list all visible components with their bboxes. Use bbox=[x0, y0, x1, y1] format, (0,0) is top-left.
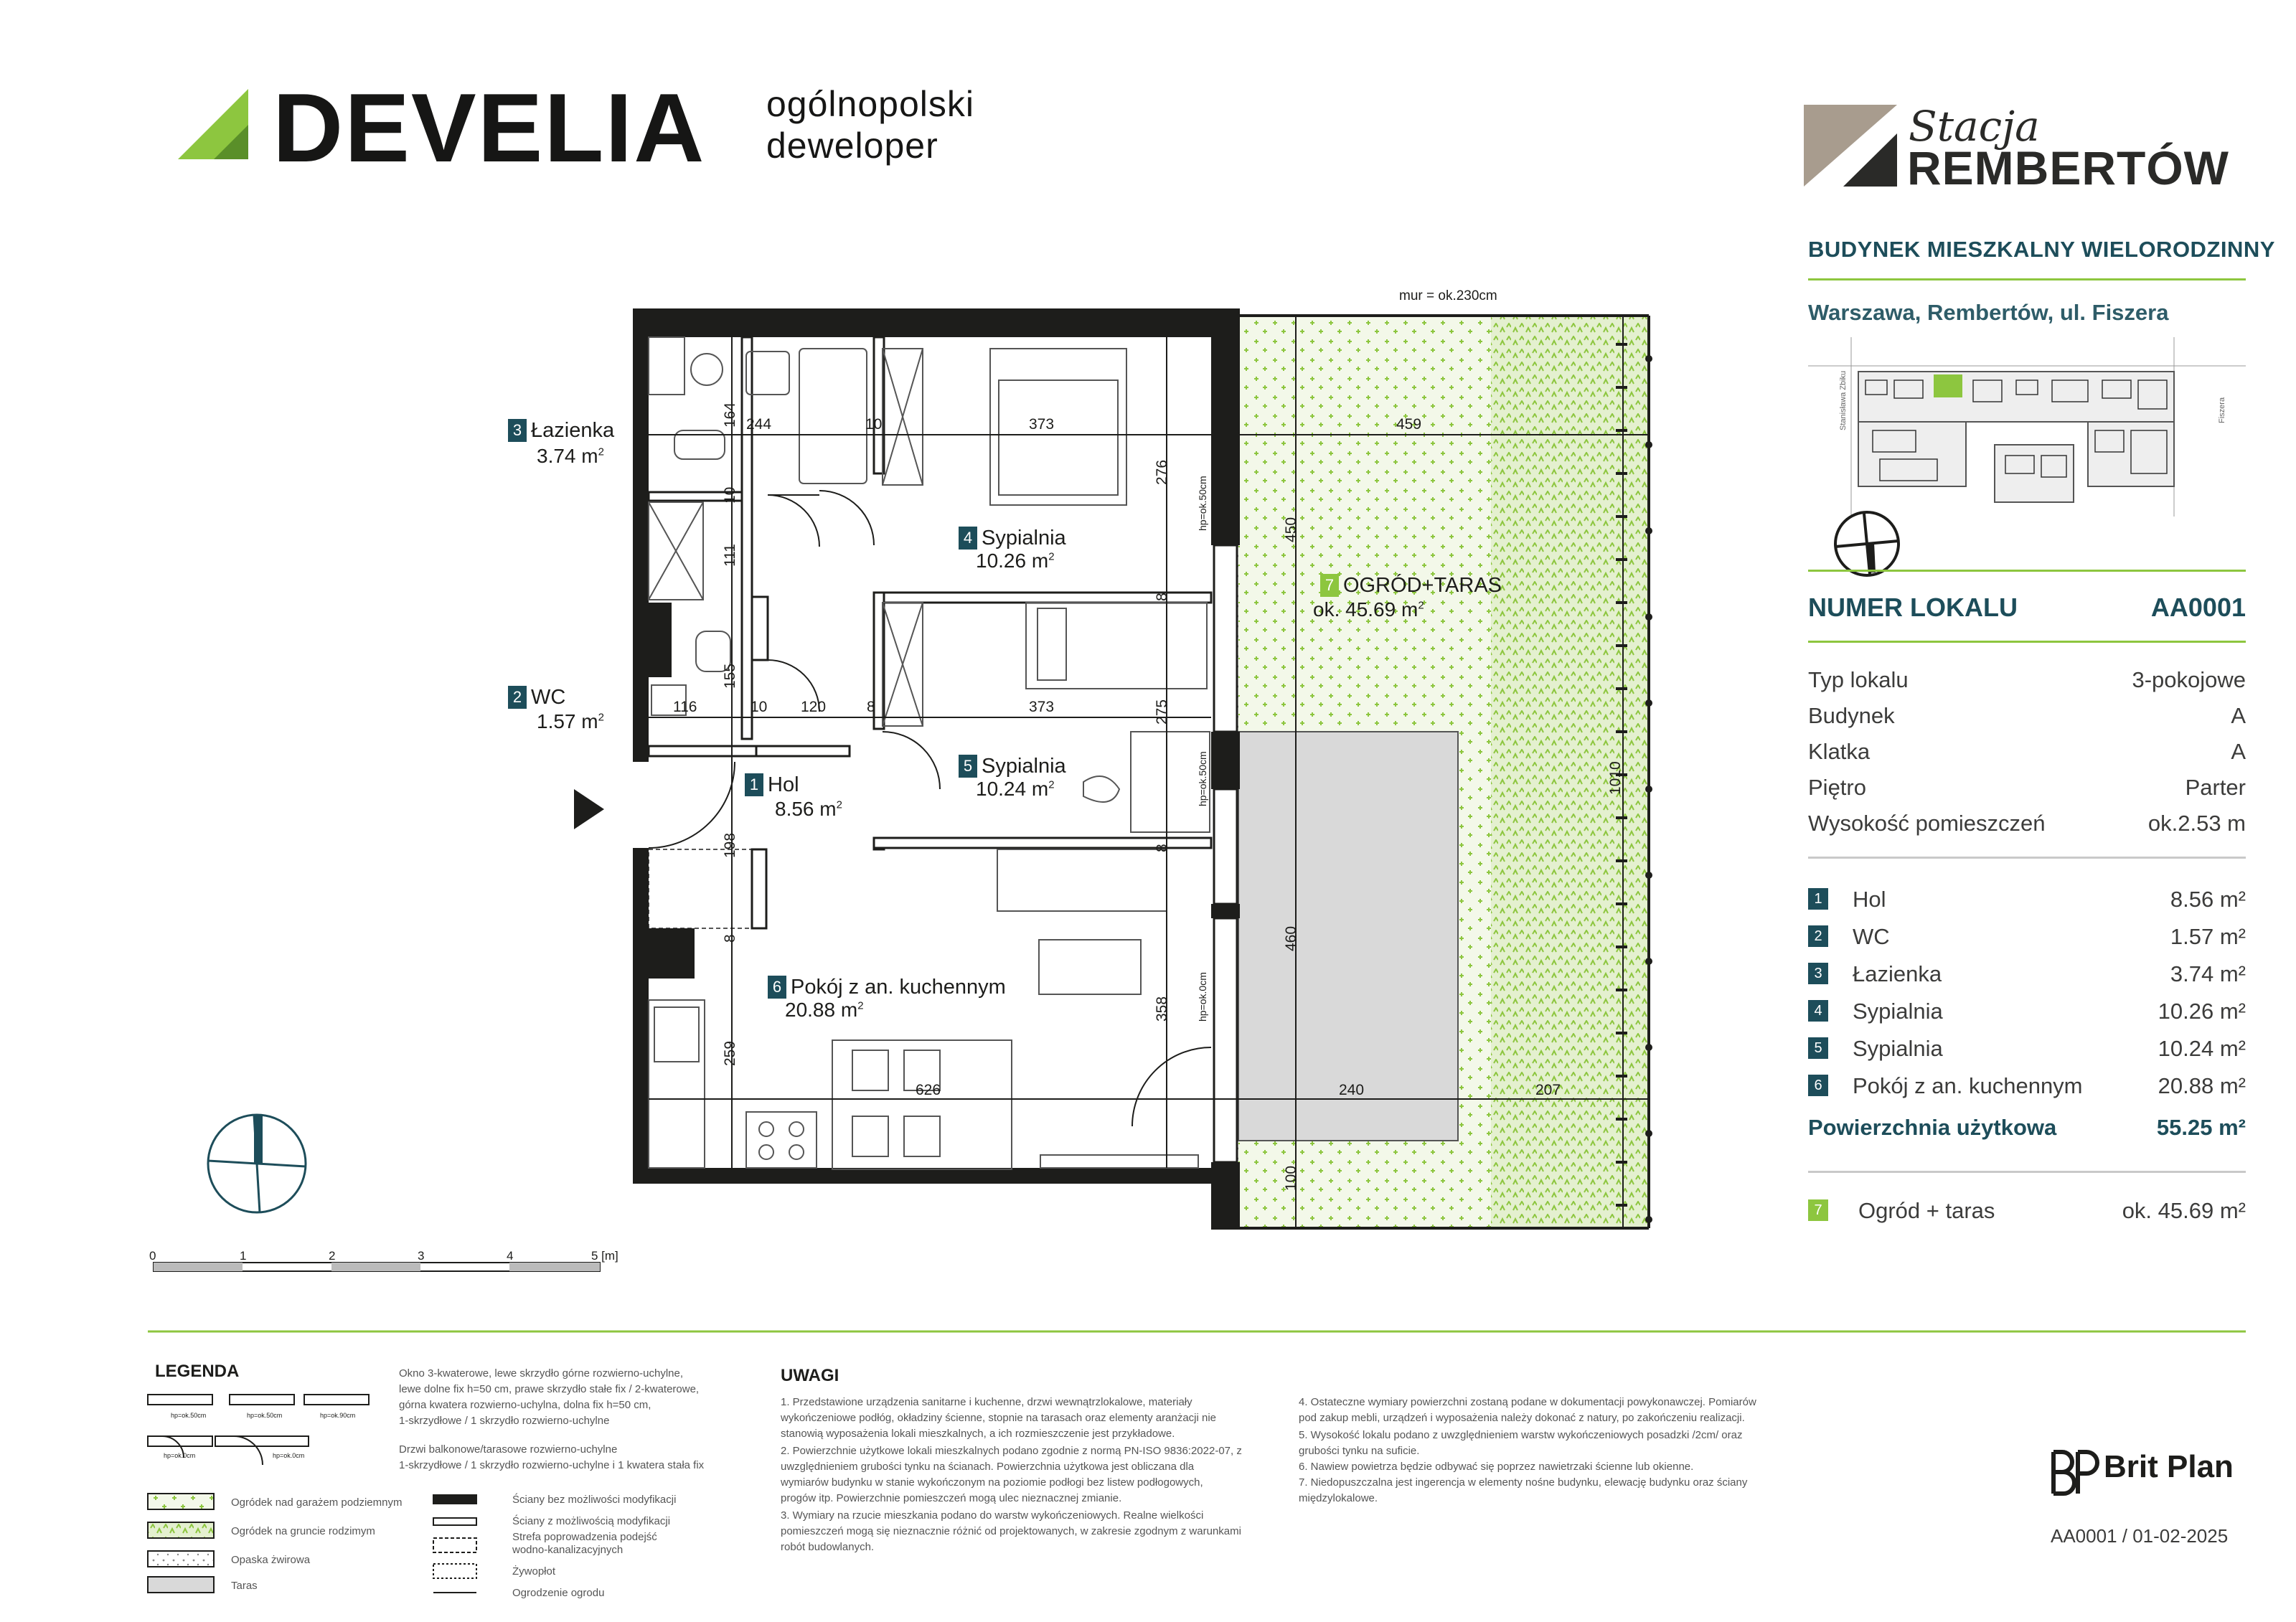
project-name: REMBERTÓW bbox=[1907, 141, 2229, 194]
dimension-label: 10 bbox=[722, 486, 738, 504]
dimension-label: 100 bbox=[1283, 1165, 1299, 1191]
legend-item: Ogrodzenie ogrodu bbox=[512, 1587, 605, 1599]
room-area-hol: 8.56 $m^2$ bbox=[775, 798, 842, 820]
dimension-label: 8 bbox=[722, 934, 738, 943]
property-row: Typ lokalu 3-pokojowe bbox=[1808, 667, 2246, 692]
tagline-line-1: ogólnopolski bbox=[766, 84, 974, 124]
dimension-label: 155 bbox=[722, 663, 738, 689]
wall-note: mur = ok.230cm bbox=[1399, 288, 1497, 303]
note-item: 1. Przedstawione urządzenia sanitarne i kuchenne, drzwi wewnątrzlokalowe, materiały wykończeniowe podłóg, okładziny ścienne, stopnie na tarasach oraz elementy aranżacji nie stanowią wyposażenia lokali mieszkalnych, a ich rozmieszczenie jest przykładowe. bbox=[781, 1396, 1217, 1440]
room-label-hol: 1 Hol bbox=[745, 773, 799, 797]
legend-item: Ogródek na gruncie rodzimym bbox=[231, 1525, 375, 1537]
dimension-label: 198 bbox=[722, 832, 738, 858]
document-code-date: AA0001 / 01-02-2025 bbox=[2051, 1525, 2229, 1547]
scale-label: 0 bbox=[149, 1249, 156, 1263]
dimension-label: 1010 bbox=[1607, 761, 1624, 795]
legend-hp-label: hp=ok.50cm bbox=[247, 1412, 283, 1419]
legend-item: Żywopłot bbox=[512, 1565, 556, 1578]
legend-doors-desc: Drzwi balkonowe/tarasowe rozwierno-uchylne 1-skrzydłowe / 1 skrzydło rozwierno-uchylne i 1 kwatera stała fix bbox=[399, 1443, 705, 1471]
brand-name: DEVELIA bbox=[273, 73, 706, 182]
room-label-wc: 2 WC bbox=[508, 686, 565, 709]
dimension-label: 373 bbox=[1029, 416, 1055, 433]
scale-label: 5 [m] bbox=[591, 1249, 618, 1263]
scale-bar bbox=[154, 1263, 600, 1271]
unit-number: AA0001 bbox=[2150, 593, 2246, 622]
window-height-label: hp=ok.50cm bbox=[1197, 751, 1208, 806]
note-item: 3. Wymiary na rzucie mieszkania podano do warstw wykończeniowych. Realne wielkości pomieszczeń mogą się nieznacznie różnić od projektowanych, w zakresie zgodnym z warunkami robót budowlanych. bbox=[781, 1509, 1241, 1553]
dimension-label: 164 bbox=[722, 402, 738, 428]
dimension-label: 459 bbox=[1396, 416, 1422, 433]
legend-title: LEGENDA bbox=[155, 1362, 240, 1381]
property-row: Budynek A bbox=[1808, 703, 2246, 728]
door-height-label: hp=ok.0cm bbox=[1197, 972, 1208, 1022]
notes-title: UWAGI bbox=[781, 1366, 839, 1385]
dimension-label: 276 bbox=[1154, 459, 1170, 485]
dimension-label: 8 bbox=[1154, 844, 1170, 852]
brit-plan-logo bbox=[2053, 1452, 2097, 1494]
dimension-label: 116 bbox=[673, 699, 697, 715]
garden-area bbox=[1214, 316, 1649, 1228]
room-area-pokoj: 20.88 $m^2$ bbox=[785, 999, 864, 1021]
usable-area-row: Powierzchnia użytkowa 55.25 m² bbox=[1808, 1115, 2246, 1140]
room-area-sypialnia-5: 10.24 $m^2$ bbox=[976, 778, 1055, 800]
dimension-label: 244 bbox=[746, 416, 772, 433]
note-item: 7. Niedopuszczalna jest ingerencja w elementy nośne budynku, elewację budynku oraz ściany międzylokalowe. bbox=[1299, 1476, 1748, 1504]
dimension-label: 120 bbox=[801, 699, 827, 715]
legend-hp-label: hp=ok.90cm bbox=[320, 1412, 356, 1419]
map-street-2: Fiszera bbox=[2218, 397, 2226, 423]
dimension-label: 10 bbox=[865, 416, 883, 433]
dimension-label: 450 bbox=[1283, 517, 1299, 542]
unit-number-label: NUMER LOKALU bbox=[1808, 593, 2018, 622]
dimension-label: 626 bbox=[916, 1082, 941, 1098]
dimension-label: 8 bbox=[867, 699, 875, 715]
note-item: 5. Wysokość lokalu podano z uwzględnieniem warstw wykończeniowych posadzki /2cm/ oraz grubości tynku na suficie. bbox=[1299, 1429, 1743, 1457]
room-label-pokoj: 6 Pokój z an. kuchennym bbox=[768, 976, 1006, 999]
legend-item: Opaska żwirowa bbox=[231, 1554, 311, 1566]
brit-plan-name: Brit Plan bbox=[2104, 1449, 2234, 1484]
legend-item: Ściany bez możliwości modyfikacji bbox=[512, 1494, 677, 1506]
dimension-label: 207 bbox=[1535, 1082, 1561, 1098]
dimension-label: 275 bbox=[1154, 699, 1170, 725]
dimension-label: 111 bbox=[722, 544, 738, 567]
dimension-label: 8 bbox=[1154, 593, 1170, 601]
property-row: Piętro Parter bbox=[1808, 775, 2246, 800]
legend-item: Ogródek nad garażem podziemnym bbox=[231, 1496, 403, 1509]
project-name-script: Stacja bbox=[1909, 102, 2040, 151]
map-street-1: Stanisława Zbiku bbox=[1839, 370, 1848, 430]
dimension-label: 10 bbox=[751, 699, 768, 715]
room-area-wc: 1.57 $m^2$ bbox=[537, 710, 604, 732]
legend-hp-label: hp=ok.0cm bbox=[273, 1452, 305, 1459]
tagline-line-2: deweloper bbox=[766, 126, 938, 166]
terrace bbox=[1238, 732, 1458, 1141]
property-row: Klatka A bbox=[1808, 739, 2246, 764]
room-label-lazienka: 3 Łazienka bbox=[508, 419, 614, 443]
room-area-ogrod: ok. 45.69 $m^2$ bbox=[1313, 598, 1424, 621]
legend-item: Taras bbox=[231, 1580, 258, 1592]
legend-item: Strefa poprowadzenia podejść wodno-kanalizacyjnych bbox=[512, 1531, 657, 1556]
dimension-label: 358 bbox=[1154, 996, 1170, 1022]
window-height-label: hp=ok.50cm bbox=[1197, 476, 1208, 531]
entrance-arrow-icon bbox=[574, 789, 604, 829]
room-area-lazienka: 3.74 $m^2$ bbox=[537, 445, 604, 467]
room-label-sypialnia-5: 5 Sypialnia bbox=[959, 755, 1066, 778]
note-item: 2. Powierzchnie użytkowe lokali mieszkalnych podano zgodnie z normą PN-ISO 9836:2022-07, z uwzględnieniem grubości tynku na ścianach. Powierzchnia użytkowa jest obliczana dla wymiarów budynku w stanie wykończonym na poziomie podłogi bez listew podłogowych, progów itp. Powierzchnie pomieszczeń mogą ulec nieznacznej zmianie. bbox=[781, 1445, 1242, 1504]
dimension-label: 373 bbox=[1029, 699, 1055, 715]
scale-label: 2 bbox=[329, 1249, 336, 1263]
garden-native-soil bbox=[1491, 316, 1649, 1228]
legend-windows-desc: Okno 3-kwaterowe, lewe skrzydło górne rozwierno-uchylne, lewe dolne fix h=50 cm, prawe skrzydło stałe fix / 2-kwaterowe, górna kwatera rozwierno-uchylna, dolna fix h=50 cm, 1-skrzydłowe / 1 skrzydło rozwierno-uchylne bbox=[399, 1367, 700, 1427]
dimension-label: 240 bbox=[1339, 1082, 1365, 1098]
dimension-label: 460 bbox=[1283, 925, 1299, 951]
legend-hp-label: hp=ok.0cm bbox=[164, 1452, 196, 1459]
scale-label: 3 bbox=[418, 1249, 425, 1263]
property-row: Wysokość pomieszczeń ok.2.53 m bbox=[1808, 811, 2246, 836]
dimension-label: 259 bbox=[722, 1040, 738, 1066]
address: Warszawa, Rembertów, ul. Fiszera bbox=[1808, 300, 2169, 325]
windows bbox=[1214, 545, 1237, 1162]
note-item: 4. Ostateczne wymiary powierzchni zostaną podane w dokumentacji powykonawczej. Pomiarów pod zakup mebli, urządzeń i wyposażenia należy dokonać z natury, po zakończeniu realizacji. bbox=[1299, 1396, 1756, 1424]
compass-icon bbox=[208, 1115, 306, 1212]
room-area-sypialnia-4: 10.26 $m^2$ bbox=[976, 550, 1055, 572]
building-title: BUDYNEK MIESZKALNY WIELORODZINNY bbox=[1808, 237, 2275, 262]
scale-label: 1 bbox=[240, 1249, 247, 1263]
room-label-sypialnia-4: 4 Sypialnia bbox=[959, 527, 1066, 550]
scale-label: 4 bbox=[507, 1249, 514, 1263]
room-label-ogrod: 7 OGRÓD+TARAS bbox=[1320, 574, 1502, 598]
legend-item: Ściany z możliwością modyfikacji bbox=[512, 1515, 671, 1527]
legend-hp-label: hp=ok.50cm bbox=[171, 1412, 207, 1419]
note-item: 6. Nawiew powietrza będzie odbywać się poprzez nawietrzaki ścienne lub okienne. bbox=[1299, 1461, 1694, 1473]
